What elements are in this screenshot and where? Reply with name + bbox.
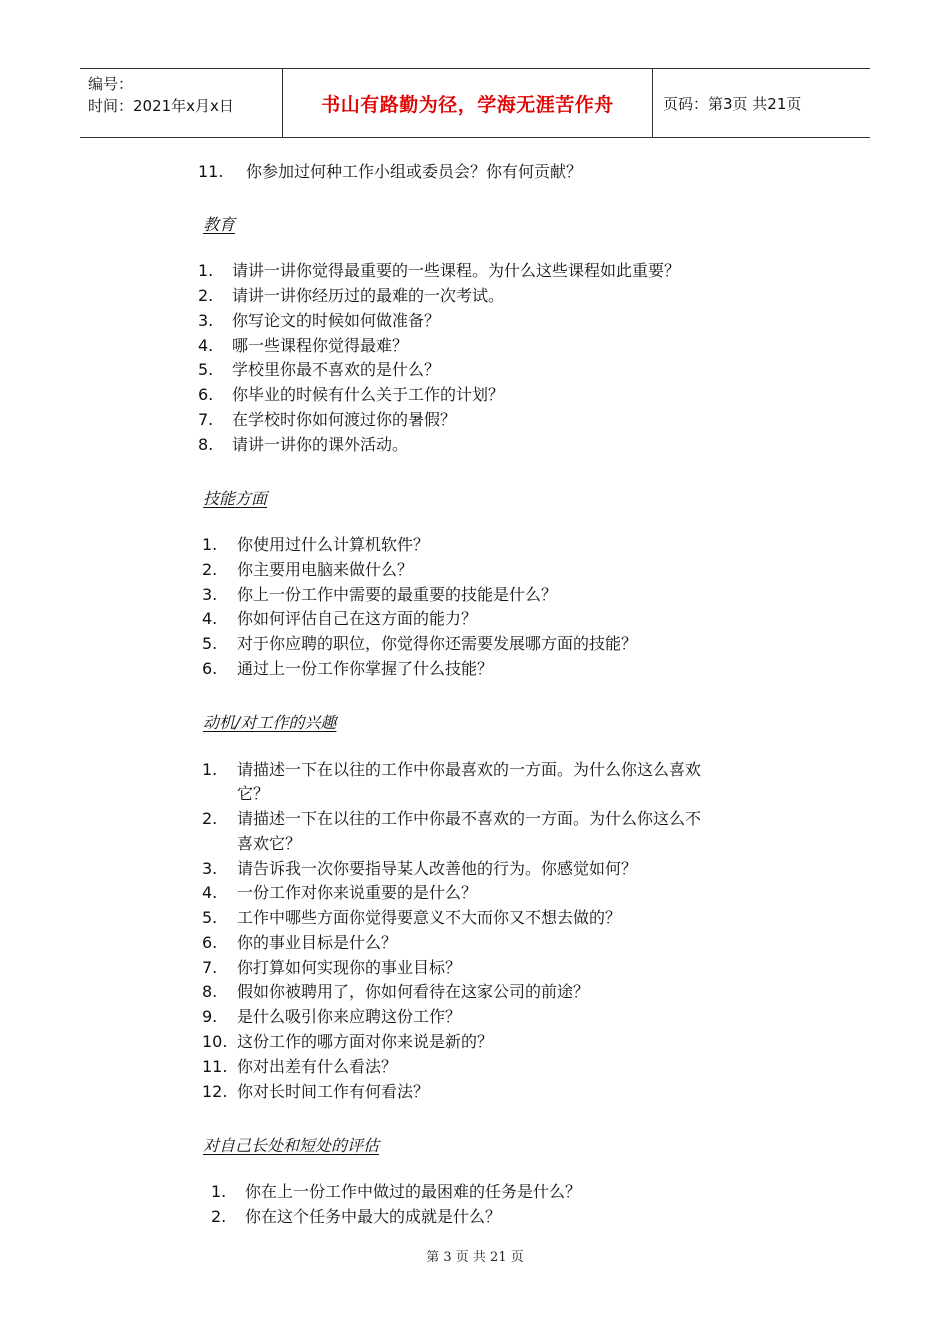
header-number-label: 编号： — [88, 75, 134, 93]
list-item-number: 10. — [202, 1032, 228, 1051]
section-title: 教育 — [203, 215, 236, 234]
list-item-number: 3. — [202, 585, 218, 604]
list-item-number: 3. — [202, 859, 218, 878]
list-item-number: 1. — [211, 1182, 227, 1201]
page-footer: 第 3 页 共 21 页 — [426, 1250, 524, 1265]
list-item-number: 7. — [202, 958, 218, 977]
list-item-text: 你参加过何种工作小组或委员会？你有何贡献？ — [246, 162, 583, 181]
list-item-text: 你写论文的时候如何做准备？ — [232, 311, 441, 330]
header-date-label: 时间：2021年x月x日 — [88, 97, 234, 115]
section-title: 动机/对工作的兴趣 — [203, 713, 337, 732]
list-item-text: 请讲一讲你的课外活动。 — [232, 435, 409, 454]
list-item-text: 学校里你最不喜欢的是什么？ — [232, 360, 441, 379]
list-item-text: 你主要用电脑来做什么？ — [237, 560, 414, 579]
list-item-text: 你打算如何实现你的事业目标？ — [237, 958, 462, 977]
list-item-number: 1. — [202, 535, 218, 554]
list-item-number: 4. — [202, 883, 218, 902]
section-title: 对自己长处和短处的评估 — [203, 1136, 380, 1155]
list-item-text: 哪一些课程你觉得最难？ — [232, 336, 409, 355]
list-item-number: 6. — [202, 933, 218, 952]
list-item-text: 你在这个任务中最大的成就是什么？ — [245, 1207, 502, 1226]
list-item-number: 5. — [198, 360, 214, 379]
list-item-text: 假如你被聘用了，你如何看待在这家公司的前途？ — [237, 982, 590, 1001]
list-item-number: 4. — [198, 336, 214, 355]
list-item-text: 你在上一份工作中做过的最困难的任务是什么？ — [245, 1182, 582, 1201]
list-item-text: 一份工作对你来说重要的是什么？ — [237, 883, 478, 902]
list-item-number: 5. — [202, 908, 218, 927]
list-item-text: 请描述一下在以往的工作中你最喜欢的一方面。为什么你这么喜欢 — [237, 760, 702, 779]
list-item-number: 2. — [202, 560, 218, 579]
list-item-text: 你上一份工作中需要的最重要的技能是什么？ — [237, 585, 558, 604]
list-item-number: 7. — [198, 410, 214, 429]
list-item-number: 3. — [198, 311, 214, 330]
list-item-text: 请讲一讲你经历过的最难的一次考试。 — [232, 286, 505, 305]
list-item-number: 8. — [202, 982, 218, 1001]
list-item-text: 你的事业目标是什么？ — [237, 933, 398, 952]
list-item-text-continued: 它？ — [237, 784, 270, 803]
list-item-number: 12. — [202, 1082, 228, 1101]
list-item-text: 请描述一下在以往的工作中你最不喜欢的一方面。为什么你这么不 — [237, 809, 702, 828]
list-item-text-continued: 喜欢它？ — [237, 834, 302, 853]
list-item-number: 2. — [198, 286, 214, 305]
header-meta — [80, 69, 283, 137]
list-item-number: 5. — [202, 634, 218, 653]
list-item-text: 你对出差有什么看法？ — [237, 1057, 398, 1076]
list-item-number: 11. — [202, 1057, 228, 1076]
list-item-number: 9. — [202, 1007, 218, 1026]
list-item-text: 请讲一讲你觉得最重要的一些课程。为什么这些课程如此重要？ — [232, 261, 681, 280]
list-item-number: 6. — [202, 659, 218, 678]
list-item-number: 1. — [198, 261, 214, 280]
header-page-info: 页码：第3页 共21页 — [663, 94, 802, 113]
list-item-number: 11. — [198, 162, 224, 181]
list-item-text: 你使用过什么计算机软件？ — [237, 535, 430, 554]
list-item-text: 这份工作的哪方面对你来说是新的？ — [237, 1032, 494, 1051]
list-item-text: 你如何评估自己在这方面的能力？ — [237, 609, 478, 628]
list-item-number: 6. — [198, 385, 214, 404]
list-item-text: 通过上一份工作你掌握了什么技能？ — [237, 659, 494, 678]
header-motto: 书山有路勤为径，学海无涯苦作舟 — [283, 69, 653, 137]
list-item-text: 在学校时你如何渡过你的暑假？ — [232, 410, 457, 429]
list-item-number: 2. — [211, 1207, 227, 1226]
list-item-number: 1. — [202, 760, 218, 779]
list-item-text: 你毕业的时候有什么关于工作的计划？ — [232, 385, 505, 404]
list-item-text: 是什么吸引你来应聘这份工作？ — [237, 1007, 462, 1026]
list-item-number: 2. — [202, 809, 218, 828]
page-header — [80, 68, 870, 138]
list-item-text: 请告诉我一次你要指导某人改善他的行为。你感觉如何？ — [237, 859, 638, 878]
list-item-text: 对于你应聘的职位，你觉得你还需要发展哪方面的技能？ — [237, 634, 638, 653]
list-item-text: 工作中哪些方面你觉得要意义不大而你又不想去做的？ — [237, 908, 622, 927]
list-item-text: 你对长时间工作有何看法？ — [237, 1082, 430, 1101]
list-item-number: 8. — [198, 435, 214, 454]
section-title: 技能方面 — [203, 489, 268, 508]
list-item-number: 4. — [202, 609, 218, 628]
